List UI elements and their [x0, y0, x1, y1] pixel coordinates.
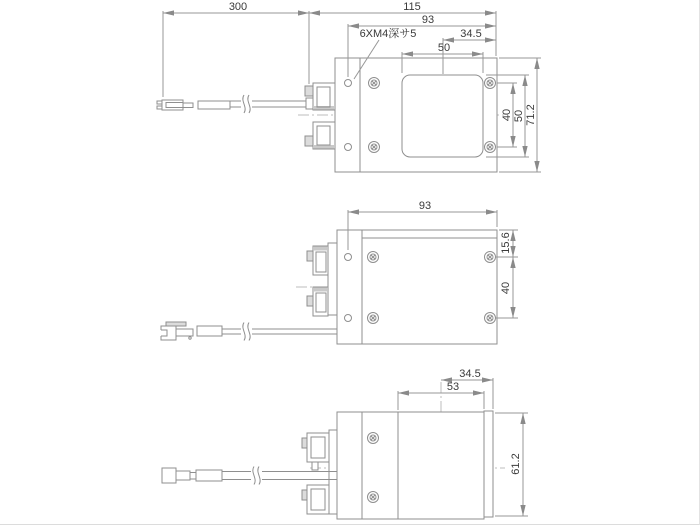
dim-label-body-depth: 53 [446, 381, 460, 393]
dim-label-table-height: 50 [513, 109, 525, 123]
middle-view-cable [158, 322, 337, 341]
bottom-view-body [337, 411, 493, 519]
dim-label-overall-width: 115 [403, 1, 421, 13]
cable-ferrule [197, 326, 222, 336]
dim-label-top-edge-to-hole: 15.6 [500, 232, 512, 254]
dim-label-plate-height: 61.2 [510, 453, 522, 475]
dim-label-hole-span-middle: 93 [418, 200, 432, 212]
dim-cable-length [163, 1, 309, 97]
cable-ferrule [196, 470, 222, 481]
cable-ferrule [198, 101, 230, 109]
dim-label-table-width: 50 [437, 42, 451, 54]
plug-connector [157, 100, 193, 110]
middle-view-connector-blocks [307, 243, 337, 316]
dim-plate-height [495, 413, 528, 516]
cable-entry-stub [312, 462, 318, 470]
top-view-body [335, 58, 497, 172]
end-plate [484, 411, 493, 517]
dim-hole-pitch-middle [496, 257, 518, 318]
middle-view [158, 200, 518, 344]
thread-note-label: 6XM4深サ5 [359, 28, 417, 40]
plug-connector [158, 322, 193, 340]
dim-label-body-height: 71.2 [525, 104, 537, 126]
dim-label-cable-length: 300 [228, 1, 248, 13]
top-view-cable [157, 95, 306, 114]
dim-label-edge-to-center-top: 34.5 [460, 28, 482, 40]
plug-connector [162, 468, 196, 483]
top-view [157, 1, 541, 172]
dim-label-hole-span-top: 93 [421, 14, 435, 26]
cable-entry-stub [306, 98, 313, 109]
dim-label-hole-pitch-middle: 40 [500, 281, 512, 295]
bottom-view [162, 368, 528, 519]
dim-top-edge-to-hole [496, 230, 518, 257]
dim-label-center-to-edge-bottom: 34.5 [459, 368, 481, 380]
top-view-connector-blocks [305, 83, 335, 149]
middle-view-body [337, 230, 497, 344]
dim-label-hole-pitch-top: 40 [501, 108, 513, 122]
